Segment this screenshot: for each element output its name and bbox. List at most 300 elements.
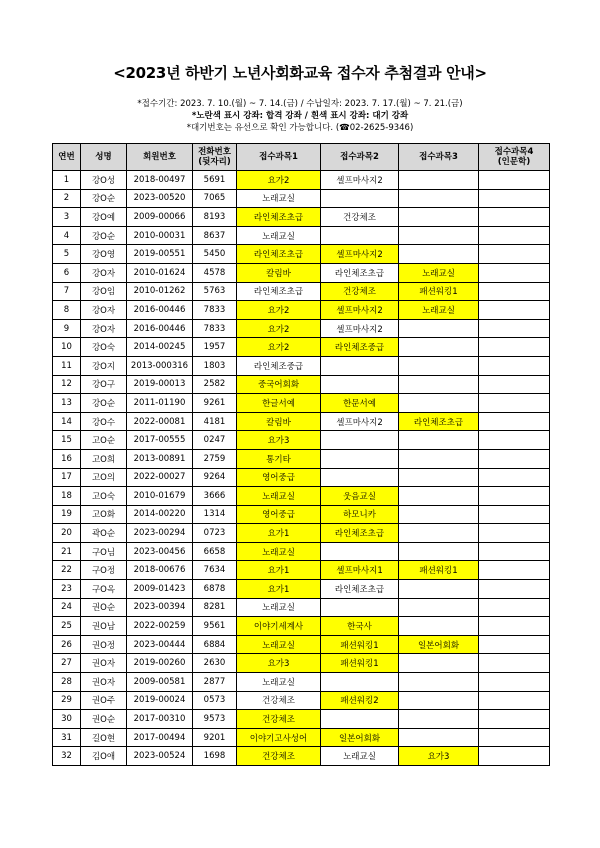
cell-name: 강O순	[81, 394, 127, 413]
cell-course1: 노래교실	[237, 189, 321, 208]
table-row	[53, 375, 550, 394]
cell-course3: 노래교실	[399, 301, 479, 320]
table-row	[53, 263, 550, 282]
cell-name: 강O자	[81, 319, 127, 338]
cell-course4	[479, 282, 550, 301]
cell-name: 강O구	[81, 375, 127, 394]
cell-course1: 영어중급	[237, 468, 321, 487]
cell-course4	[479, 561, 550, 580]
cell-member-id: 2010-01624	[127, 263, 193, 282]
col-header-course2: 접수과목2	[321, 144, 399, 171]
cell-course4	[479, 449, 550, 468]
cell-course2: 한국사	[321, 617, 399, 636]
table-body	[53, 171, 550, 766]
cell-name: 곽O순	[81, 524, 127, 543]
cell-member-id: 2010-01262	[127, 282, 193, 301]
cell-course1: 노래교실	[237, 635, 321, 654]
cell-phone: 8193	[193, 208, 237, 227]
cell-course2: 셀프마사지2	[321, 301, 399, 320]
cell-member-id: 2019-00024	[127, 691, 193, 710]
col-header-name: 성명	[81, 144, 127, 171]
cell-course3	[399, 728, 479, 747]
cell-name: 강O자	[81, 263, 127, 282]
cell-course2: 한문서예	[321, 394, 399, 413]
table-row	[53, 635, 550, 654]
cell-course1: 한글서예	[237, 394, 321, 413]
cell-course3: 노래교실	[399, 263, 479, 282]
cell-number: 7	[53, 282, 81, 301]
cell-member-id: 2022-00027	[127, 468, 193, 487]
cell-name: 강O지	[81, 356, 127, 375]
cell-course3	[399, 319, 479, 338]
cell-number: 21	[53, 542, 81, 561]
table-row	[53, 208, 550, 227]
cell-phone: 9261	[193, 394, 237, 413]
cell-course3	[399, 598, 479, 617]
cell-course2	[321, 356, 399, 375]
cell-course1: 이야기고사성어	[237, 728, 321, 747]
cell-phone: 1698	[193, 747, 237, 766]
cell-course1: 건강체조	[237, 691, 321, 710]
cell-name: 강O숙	[81, 338, 127, 357]
cell-course4	[479, 673, 550, 692]
cell-course2: 셀프마사지2	[321, 319, 399, 338]
cell-course2: 셀프마사지2	[321, 412, 399, 431]
cell-course4	[479, 598, 550, 617]
cell-course2: 하모니카	[321, 505, 399, 524]
cell-member-id: 2017-00310	[127, 710, 193, 729]
cell-course2: 패션워킹1	[321, 654, 399, 673]
col-header-course3: 접수과목3	[399, 144, 479, 171]
table-row	[53, 505, 550, 524]
cell-phone: 7634	[193, 561, 237, 580]
cell-course2	[321, 226, 399, 245]
cell-number: 11	[53, 356, 81, 375]
cell-course1: 칼림바	[237, 263, 321, 282]
cell-course2: 라인체조초급	[321, 524, 399, 543]
cell-course2	[321, 431, 399, 450]
cell-member-id: 2010-00031	[127, 226, 193, 245]
cell-name: 구O정	[81, 561, 127, 580]
cell-course4	[479, 412, 550, 431]
cell-course3	[399, 691, 479, 710]
cell-course1: 라인체조초급	[237, 282, 321, 301]
cell-course1: 요가2	[237, 338, 321, 357]
cell-course4	[479, 635, 550, 654]
table-row	[53, 319, 550, 338]
cell-course2: 패션워킹1	[321, 635, 399, 654]
cell-phone: 1314	[193, 505, 237, 524]
cell-course4	[479, 710, 550, 729]
cell-member-id: 2009-00581	[127, 673, 193, 692]
cell-member-id: 2010-01679	[127, 487, 193, 506]
cell-course2: 셀프마사지1	[321, 561, 399, 580]
cell-name: 고O화	[81, 505, 127, 524]
cell-phone: 2630	[193, 654, 237, 673]
cell-name: 김O애	[81, 747, 127, 766]
table-row	[53, 301, 550, 320]
cell-number: 4	[53, 226, 81, 245]
cell-number: 32	[53, 747, 81, 766]
cell-course4	[479, 356, 550, 375]
cell-member-id: 2018-00497	[127, 171, 193, 190]
cell-number: 1	[53, 171, 81, 190]
cell-name: 구O옥	[81, 580, 127, 599]
cell-course3: 라인체조초급	[399, 412, 479, 431]
cell-number: 14	[53, 412, 81, 431]
cell-course1: 이야기세계사	[237, 617, 321, 636]
cell-course1: 노래교실	[237, 226, 321, 245]
cell-course4	[479, 747, 550, 766]
cell-phone: 1957	[193, 338, 237, 357]
cell-number: 26	[53, 635, 81, 654]
note-period: *접수기간: 2023. 7. 10.(월) ~ 7. 14.(금) / 수납일자: 2023. 7. 17.(월) ~ 7. 21.(금)	[137, 99, 463, 109]
cell-course2	[321, 542, 399, 561]
cell-course3	[399, 431, 479, 450]
cell-number: 23	[53, 580, 81, 599]
cell-course2	[321, 673, 399, 692]
cell-course1: 요가2	[237, 301, 321, 320]
cell-course3	[399, 338, 479, 357]
cell-name: 고O숙	[81, 487, 127, 506]
cell-member-id: 2013-000316	[127, 356, 193, 375]
cell-course2: 패션워킹2	[321, 691, 399, 710]
cell-number: 8	[53, 301, 81, 320]
table-row	[53, 747, 550, 766]
cell-name: 권O순	[81, 598, 127, 617]
cell-number: 18	[53, 487, 81, 506]
cell-name: 길O현	[81, 728, 127, 747]
cell-number: 16	[53, 449, 81, 468]
cell-course3	[399, 710, 479, 729]
cell-course3	[399, 673, 479, 692]
cell-name: 강O순	[81, 226, 127, 245]
cell-phone: 6878	[193, 580, 237, 599]
cell-number: 3	[53, 208, 81, 227]
cell-phone: 5450	[193, 245, 237, 264]
cell-course3	[399, 468, 479, 487]
cell-course4	[479, 189, 550, 208]
cell-course3	[399, 189, 479, 208]
table-row	[53, 282, 550, 301]
cell-course1: 요가3	[237, 431, 321, 450]
cell-phone: 9201	[193, 728, 237, 747]
cell-course2: 건강체조	[321, 208, 399, 227]
cell-course4	[479, 691, 550, 710]
table-row	[53, 542, 550, 561]
table-row	[53, 356, 550, 375]
table-row	[53, 654, 550, 673]
cell-course3	[399, 505, 479, 524]
cell-number: 10	[53, 338, 81, 357]
cell-member-id: 2023-00456	[127, 542, 193, 561]
cell-course2	[321, 710, 399, 729]
cell-course4	[479, 319, 550, 338]
cell-course2	[321, 449, 399, 468]
cell-phone: 6884	[193, 635, 237, 654]
cell-course1: 요가1	[237, 561, 321, 580]
cell-member-id: 2019-00013	[127, 375, 193, 394]
cell-phone: 8637	[193, 226, 237, 245]
cell-course3	[399, 654, 479, 673]
cell-course4	[479, 728, 550, 747]
cell-phone: 3666	[193, 487, 237, 506]
cell-number: 30	[53, 710, 81, 729]
cell-member-id: 2011-01190	[127, 394, 193, 413]
cell-course3	[399, 580, 479, 599]
cell-course1: 라인체조중급	[237, 356, 321, 375]
cell-name: 권O남	[81, 617, 127, 636]
cell-course3: 일본어회화	[399, 635, 479, 654]
cell-course1: 건강체조	[237, 710, 321, 729]
cell-course1: 라인체조초급	[237, 208, 321, 227]
cell-course1: 요가3	[237, 654, 321, 673]
cell-phone: 7065	[193, 189, 237, 208]
cell-course3	[399, 449, 479, 468]
cell-course4	[479, 542, 550, 561]
cell-course3	[399, 356, 479, 375]
cell-number: 19	[53, 505, 81, 524]
cell-phone: 2582	[193, 375, 237, 394]
cell-course2: 셀프마사지2	[321, 245, 399, 264]
col-header-member: 회원번호	[127, 144, 193, 171]
table-row	[53, 468, 550, 487]
table-row	[53, 338, 550, 357]
cell-course4	[479, 617, 550, 636]
cell-name: 강O수	[81, 412, 127, 431]
table-row	[53, 617, 550, 636]
cell-course3: 요가3	[399, 747, 479, 766]
cell-course3	[399, 394, 479, 413]
cell-phone: 5763	[193, 282, 237, 301]
cell-number: 27	[53, 654, 81, 673]
cell-course3: 패션워킹1	[399, 561, 479, 580]
table-row	[53, 673, 550, 692]
cell-name: 권O순	[81, 710, 127, 729]
cell-course2: 노래교실	[321, 747, 399, 766]
cell-name: 고O의	[81, 468, 127, 487]
cell-course4	[479, 226, 550, 245]
cell-course3	[399, 171, 479, 190]
cell-course4	[479, 524, 550, 543]
cell-name: 권O자	[81, 654, 127, 673]
table-row	[53, 171, 550, 190]
cell-course2: 라인체조중급	[321, 338, 399, 357]
cell-number: 28	[53, 673, 81, 692]
cell-course1: 노래교실	[237, 673, 321, 692]
table-row	[53, 561, 550, 580]
cell-course1: 노래교실	[237, 542, 321, 561]
cell-course4	[479, 263, 550, 282]
cell-name: 구O님	[81, 542, 127, 561]
cell-course3	[399, 245, 479, 264]
col-header-course4: 접수과목4 (인문학)	[479, 144, 550, 171]
cell-course4	[479, 245, 550, 264]
cell-course4	[479, 301, 550, 320]
cell-course3	[399, 524, 479, 543]
cell-member-id: 2017-00555	[127, 431, 193, 450]
cell-number: 5	[53, 245, 81, 264]
table-row	[53, 710, 550, 729]
cell-course4	[479, 375, 550, 394]
cell-member-id: 2018-00676	[127, 561, 193, 580]
col-header-phone: 전화번호 (뒷자리)	[193, 144, 237, 171]
cell-number: 20	[53, 524, 81, 543]
cell-name: 고O순	[81, 431, 127, 450]
cell-number: 29	[53, 691, 81, 710]
cell-name: 강O예	[81, 208, 127, 227]
cell-course4	[479, 171, 550, 190]
cell-phone: 0573	[193, 691, 237, 710]
cell-phone: 2877	[193, 673, 237, 692]
cell-phone: 0723	[193, 524, 237, 543]
cell-course1: 노래교실	[237, 487, 321, 506]
cell-number: 24	[53, 598, 81, 617]
col-header-no: 연번	[53, 144, 81, 171]
cell-member-id: 2014-00220	[127, 505, 193, 524]
cell-course2: 일본어회화	[321, 728, 399, 747]
cell-course2: 건강체조	[321, 282, 399, 301]
col-header-course1: 접수과목1	[237, 144, 321, 171]
cell-member-id: 2022-00259	[127, 617, 193, 636]
cell-member-id: 2017-00494	[127, 728, 193, 747]
cell-phone: 2759	[193, 449, 237, 468]
cell-course1: 칼림바	[237, 412, 321, 431]
cell-course1: 중국어회화	[237, 375, 321, 394]
cell-course2: 웃음교실	[321, 487, 399, 506]
cell-member-id: 2023-00394	[127, 598, 193, 617]
cell-member-id: 2013-00891	[127, 449, 193, 468]
cell-number: 31	[53, 728, 81, 747]
cell-course3: 패션워킹1	[399, 282, 479, 301]
cell-phone: 7833	[193, 319, 237, 338]
cell-phone: 0247	[193, 431, 237, 450]
cell-course1: 영어중급	[237, 505, 321, 524]
cell-course4	[479, 654, 550, 673]
table-row	[53, 580, 550, 599]
cell-name: 강O성	[81, 171, 127, 190]
cell-course2	[321, 189, 399, 208]
cell-course3	[399, 375, 479, 394]
cell-name: 권O주	[81, 691, 127, 710]
cell-name: 강O영	[81, 245, 127, 264]
document-title: <2023년 하반기 노년사회화교육 접수자 추첨결과 안내>	[113, 64, 487, 82]
cell-course2	[321, 468, 399, 487]
cell-course2	[321, 598, 399, 617]
cell-course1: 노래교실	[237, 598, 321, 617]
cell-course4	[479, 468, 550, 487]
cell-course1: 요가1	[237, 524, 321, 543]
cell-name: 고O희	[81, 449, 127, 468]
table-row	[53, 394, 550, 413]
cell-member-id: 2016-00446	[127, 301, 193, 320]
cell-member-id: 2019-00551	[127, 245, 193, 264]
cell-member-id: 2014-00245	[127, 338, 193, 357]
cell-course1: 통기타	[237, 449, 321, 468]
cell-member-id: 2023-00520	[127, 189, 193, 208]
cell-course2	[321, 375, 399, 394]
cell-phone: 9264	[193, 468, 237, 487]
cell-course3	[399, 542, 479, 561]
cell-course4	[479, 394, 550, 413]
cell-number: 9	[53, 319, 81, 338]
cell-name: 권O정	[81, 635, 127, 654]
table-row	[53, 189, 550, 208]
cell-course1: 요가2	[237, 171, 321, 190]
table-header-row	[53, 144, 550, 171]
table-row	[53, 431, 550, 450]
cell-course4	[479, 431, 550, 450]
cell-phone: 6658	[193, 542, 237, 561]
cell-course3	[399, 617, 479, 636]
cell-phone: 4181	[193, 412, 237, 431]
cell-phone: 4578	[193, 263, 237, 282]
cell-number: 2	[53, 189, 81, 208]
table-row	[53, 598, 550, 617]
table-row	[53, 691, 550, 710]
cell-name: 강O자	[81, 301, 127, 320]
cell-number: 12	[53, 375, 81, 394]
cell-course4	[479, 580, 550, 599]
cell-phone: 7833	[193, 301, 237, 320]
cell-course3	[399, 226, 479, 245]
table-row	[53, 226, 550, 245]
cell-phone: 8281	[193, 598, 237, 617]
cell-number: 15	[53, 431, 81, 450]
notes-block	[0, 98, 600, 134]
results-table	[52, 143, 550, 766]
table-row	[53, 245, 550, 264]
cell-member-id: 2023-00524	[127, 747, 193, 766]
cell-number: 17	[53, 468, 81, 487]
cell-member-id: 2016-00446	[127, 319, 193, 338]
cell-course4	[479, 487, 550, 506]
cell-course4	[479, 208, 550, 227]
cell-course1: 건강체조	[237, 747, 321, 766]
cell-member-id: 2019-00260	[127, 654, 193, 673]
note-contact: *대기번호는 유선으로 확인 가능합니다. (☎02-2625-9346)	[186, 123, 414, 133]
cell-member-id: 2009-01423	[127, 580, 193, 599]
cell-phone: 1803	[193, 356, 237, 375]
cell-course3	[399, 208, 479, 227]
cell-member-id: 2023-00444	[127, 635, 193, 654]
cell-course2: 셀프마사지2	[321, 171, 399, 190]
cell-course4	[479, 505, 550, 524]
cell-name: 권O자	[81, 673, 127, 692]
table-row	[53, 449, 550, 468]
table-row	[53, 487, 550, 506]
cell-phone: 9561	[193, 617, 237, 636]
cell-course2: 라인체조초급	[321, 580, 399, 599]
cell-number: 22	[53, 561, 81, 580]
cell-course1: 라인체조초급	[237, 245, 321, 264]
table-row	[53, 412, 550, 431]
cell-member-id: 2009-00066	[127, 208, 193, 227]
cell-phone: 9573	[193, 710, 237, 729]
cell-course1: 요가1	[237, 580, 321, 599]
cell-name: 강O임	[81, 282, 127, 301]
cell-number: 25	[53, 617, 81, 636]
note-legend: *노란색 표시 강좌: 합격 강좌 / 흰색 표시 강좌: 대기 강좌	[191, 111, 409, 121]
cell-course2: 라인체조초급	[321, 263, 399, 282]
cell-member-id: 2023-00294	[127, 524, 193, 543]
table-row	[53, 524, 550, 543]
cell-number: 6	[53, 263, 81, 282]
cell-course3	[399, 487, 479, 506]
cell-course1: 요가2	[237, 319, 321, 338]
cell-number: 13	[53, 394, 81, 413]
cell-phone: 5691	[193, 171, 237, 190]
